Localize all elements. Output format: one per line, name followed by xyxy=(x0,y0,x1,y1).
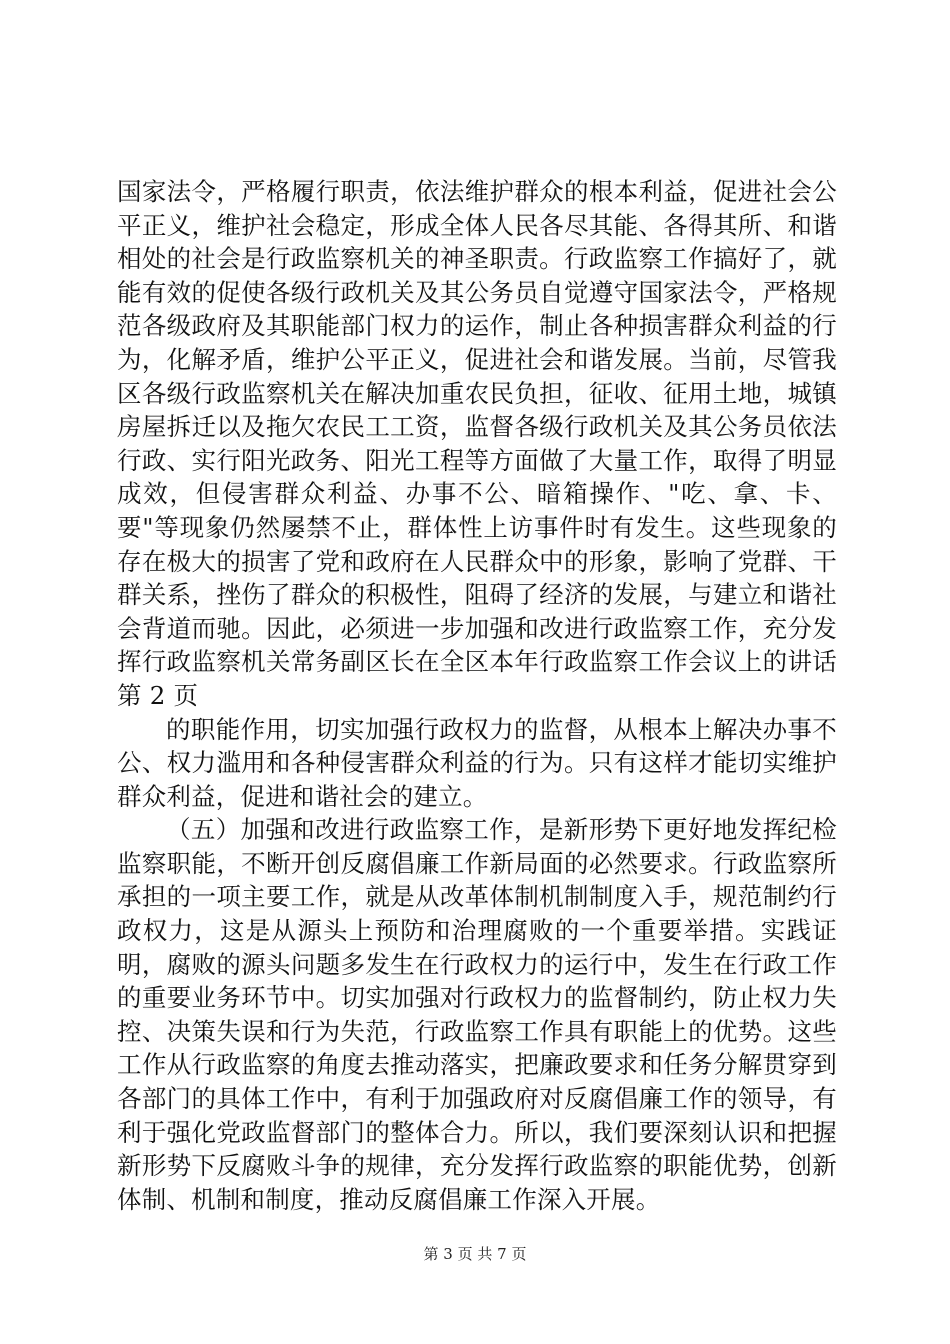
paragraph-continued: 国家法令，严格履行职责，依法维护群众的根本利益，促进社会公平正义，维护社会稳定，形成全体人民各尽其能、各得其所、和谐相处的社会是行政监察机关的神圣职责。行政监察工作搞好了，就能有效的促使各级行政机关及其公务员自觉遵守国家法令，严格规范各级政府及其职能部门权力的运作，制止各种损害群众利益的行为，化解矛盾，维护公平正义，促进社会和谐发展。当前，尽管我区各级行政监察机关在解决加重农民负担，征收、征用土地，城镇房屋拆迁以及拖欠农民工工资，监督各级行政机关及其公务员依法行政、实行阳光政务、阳光工程等方面做了大量工作，取得了明显成效，但侵害群众利益、办事不公、暗箱操作、"吃、拿、卡、要"等现象仍然屡禁不止，群体性上访事件时有发生。这些现象的存在极大的损害了党和政府在人民群众中的形象，影响了党群、干群关系，挫伤了群众的积极性，阻碍了经济的发展，与建立和谐社会背道而驰。因此，必须进一步加强和改进行政监察工作，充分发挥行政监察机关常务副区长在全区本年行政监察工作会议上的讲话第 2 页 xyxy=(117,177,837,710)
paragraph-section-five: （五）加强和改进行政监察工作，是新形势下更好地发挥纪检监察职能，不断开创反腐倡廉工作新局面的必然要求。行政监察所承担的一项主要工作，就是从改革体制机制制度入手，规范制约行政权力，这是从源头上预防和治理腐败的一个重要举措。实践证明，腐败的源头问题多发生在行政权力的运行中，发生在行政工作的重要业务环节中。切实加强对行政权力的监督制约，防止权力失控、决策失误和行为失范，行政监察工作具有职能上的优势。这些工作从行政监察的角度去推动落实，把廉政要求和任务分解贯穿到各部门的具体工作中，有利于加强政府对反腐倡廉工作的领导，有利于强化党政监督部门的整体合力。所以，我们要深刻认识和把握新形势下反腐败斗争的规律，充分发挥行政监察的职能优势，创新体制、机制和制度，推动反腐倡廉工作深入开展。 xyxy=(117,815,837,1214)
paragraph-page-carryover: 的职能作用，切实加强行政权力的监督，从根本上解决办事不公、权力滥用和各种侵害群众利益的行为。只有这样才能切实维护群众利益，促进和谐社会的建立。 xyxy=(117,714,837,811)
page-footer: 第 3 页 共 7 页 xyxy=(423,1245,527,1263)
document-body xyxy=(117,175,837,1216)
